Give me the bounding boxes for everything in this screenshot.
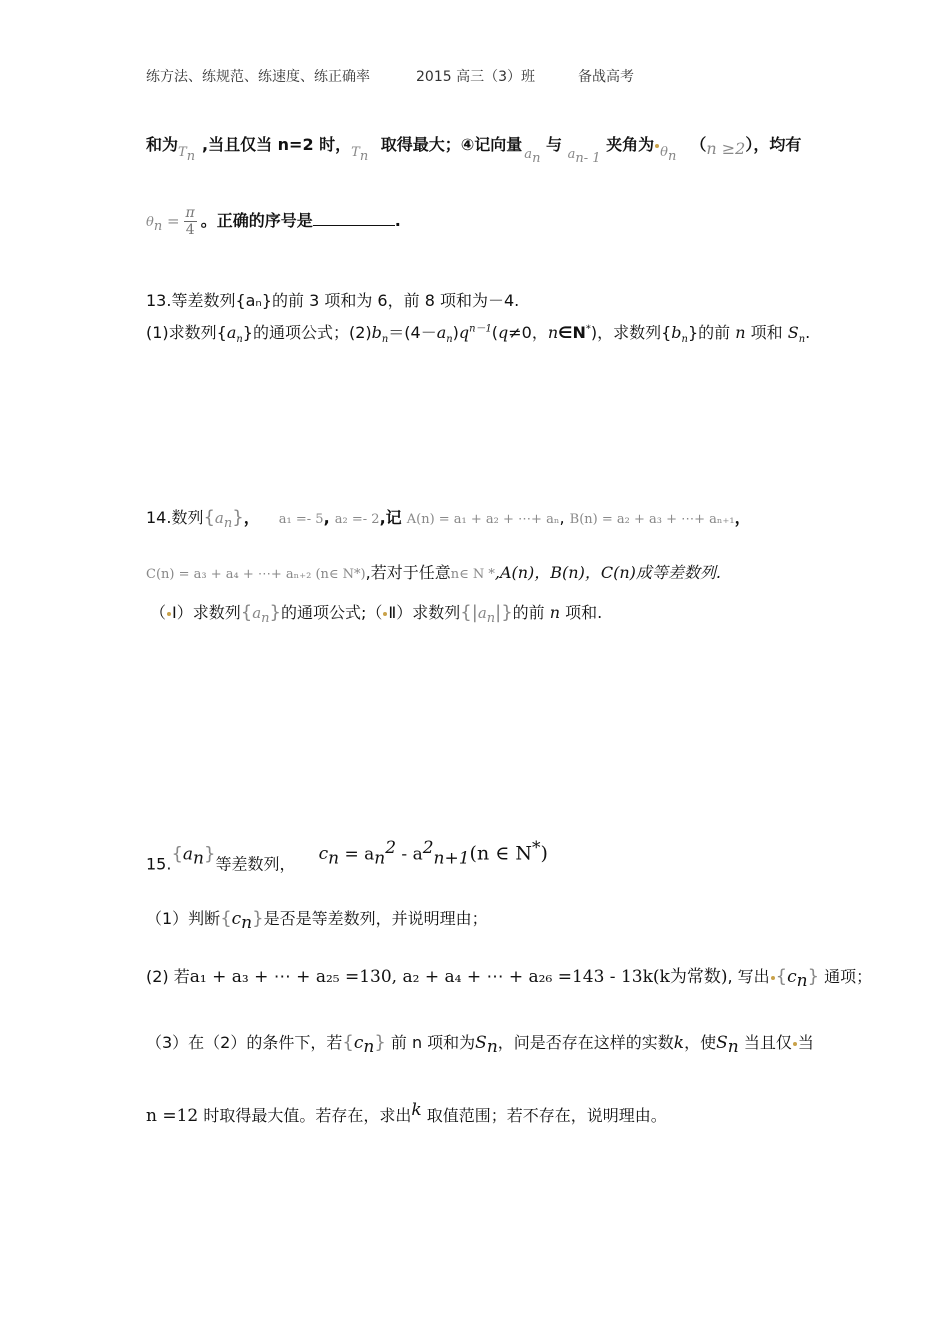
- q13-line-1: 13.等差数列{aₙ}的前 3 项和为 6，前 8 项和为－4.: [146, 291, 520, 310]
- theta-n-eq: $\theta_n$ =: [146, 212, 180, 235]
- q15-line-1: $15.\{a_n\}$等差数列， $c_n = a_n^2 - a^2_{n+1}(n$ ∈ N*): [146, 838, 548, 874]
- q14-line-1: 14.数列$\{a_n\}$， a₁ =- 5, a₂ =- 2,记 A(n) = a₁ + a₂ + ⋯+ aₙ, B(n) = a₂ + a₃ + ⋯+ aₙ₊₁，: [146, 507, 751, 532]
- header-left: 练方法、练规范、练速度、练正确率: [146, 69, 370, 85]
- q14-line-3: （ Ⅰ）求数列$\{a_n\}$的通项公式;（ Ⅱ）求数列$\{|a_n|\}$的前 n 项和.: [150, 602, 603, 627]
- header-class: 2015 高三（3）班: [416, 69, 535, 85]
- q12-line-1: 和为$T_n$,当且仅当 n=2 时，$T_n$ 取得最大；④记向量$a_n$ 与 $a_{n- 1}$ 夹角为 $\theta_n(n \ge 2)$，均有: [146, 135, 802, 167]
- q15-part-3-cont: n =12 时取得最大值。若存在，求出k 取值范围；若不存在，说明理由。: [146, 1100, 667, 1126]
- q14-line-2: C(n) = a₃ + a₄ + ⋯+ aₙ₊₂ (n∈ N*),若对于任意n∈ N *,A(n)，B(n)，C(n)成等差数列.: [146, 563, 721, 582]
- T-symbol-2: $T_n$: [351, 145, 369, 165]
- vector-an-1: $a_{n- 1}$: [567, 147, 601, 167]
- T-symbol: $T_n$: [178, 145, 196, 165]
- q15-part-2: (2) 若a₁ + a₃ + ⋯ + a₂₅ =130, a₂ + a₄ + ⋯ + a₂₆ =143 - 13k(k为常数), 写出 $\{c_n\}$ 通项；: [146, 966, 873, 992]
- answer-blank[interactable]: [313, 211, 395, 226]
- pi-over-4: $\frac{\pi}{4}$: [185, 205, 195, 238]
- theta-n: $\theta_n$: [660, 145, 677, 165]
- q15-part-3: （3）在（2）的条件下，若$\{c_n\}$ 前 n 项和为$S_n$，问是否存在这样的实数k，使$S_n$ 当且仅 当: [146, 1032, 814, 1058]
- q12-line-2: $\theta_n$ = $\frac{\pi}{4}$ 。正确的序号是 .: [146, 205, 401, 238]
- marker-dot: [655, 144, 659, 148]
- header-right: 备战高考: [578, 69, 634, 85]
- q13-line-2: (1)求数列$\{a_n\}$的通项公式；$(2)b_n=(4-a_n)q^{n-1}(q\ne 0$，n∈N*)，求数列$\{b_n\}$的前 n 项和 $S_n$.: [146, 323, 811, 346]
- vector-an: $a_n$: [524, 147, 541, 167]
- q15-part-1: （1）判断$\{c_n\}$是否是等差数列，并说明理由；: [146, 908, 488, 934]
